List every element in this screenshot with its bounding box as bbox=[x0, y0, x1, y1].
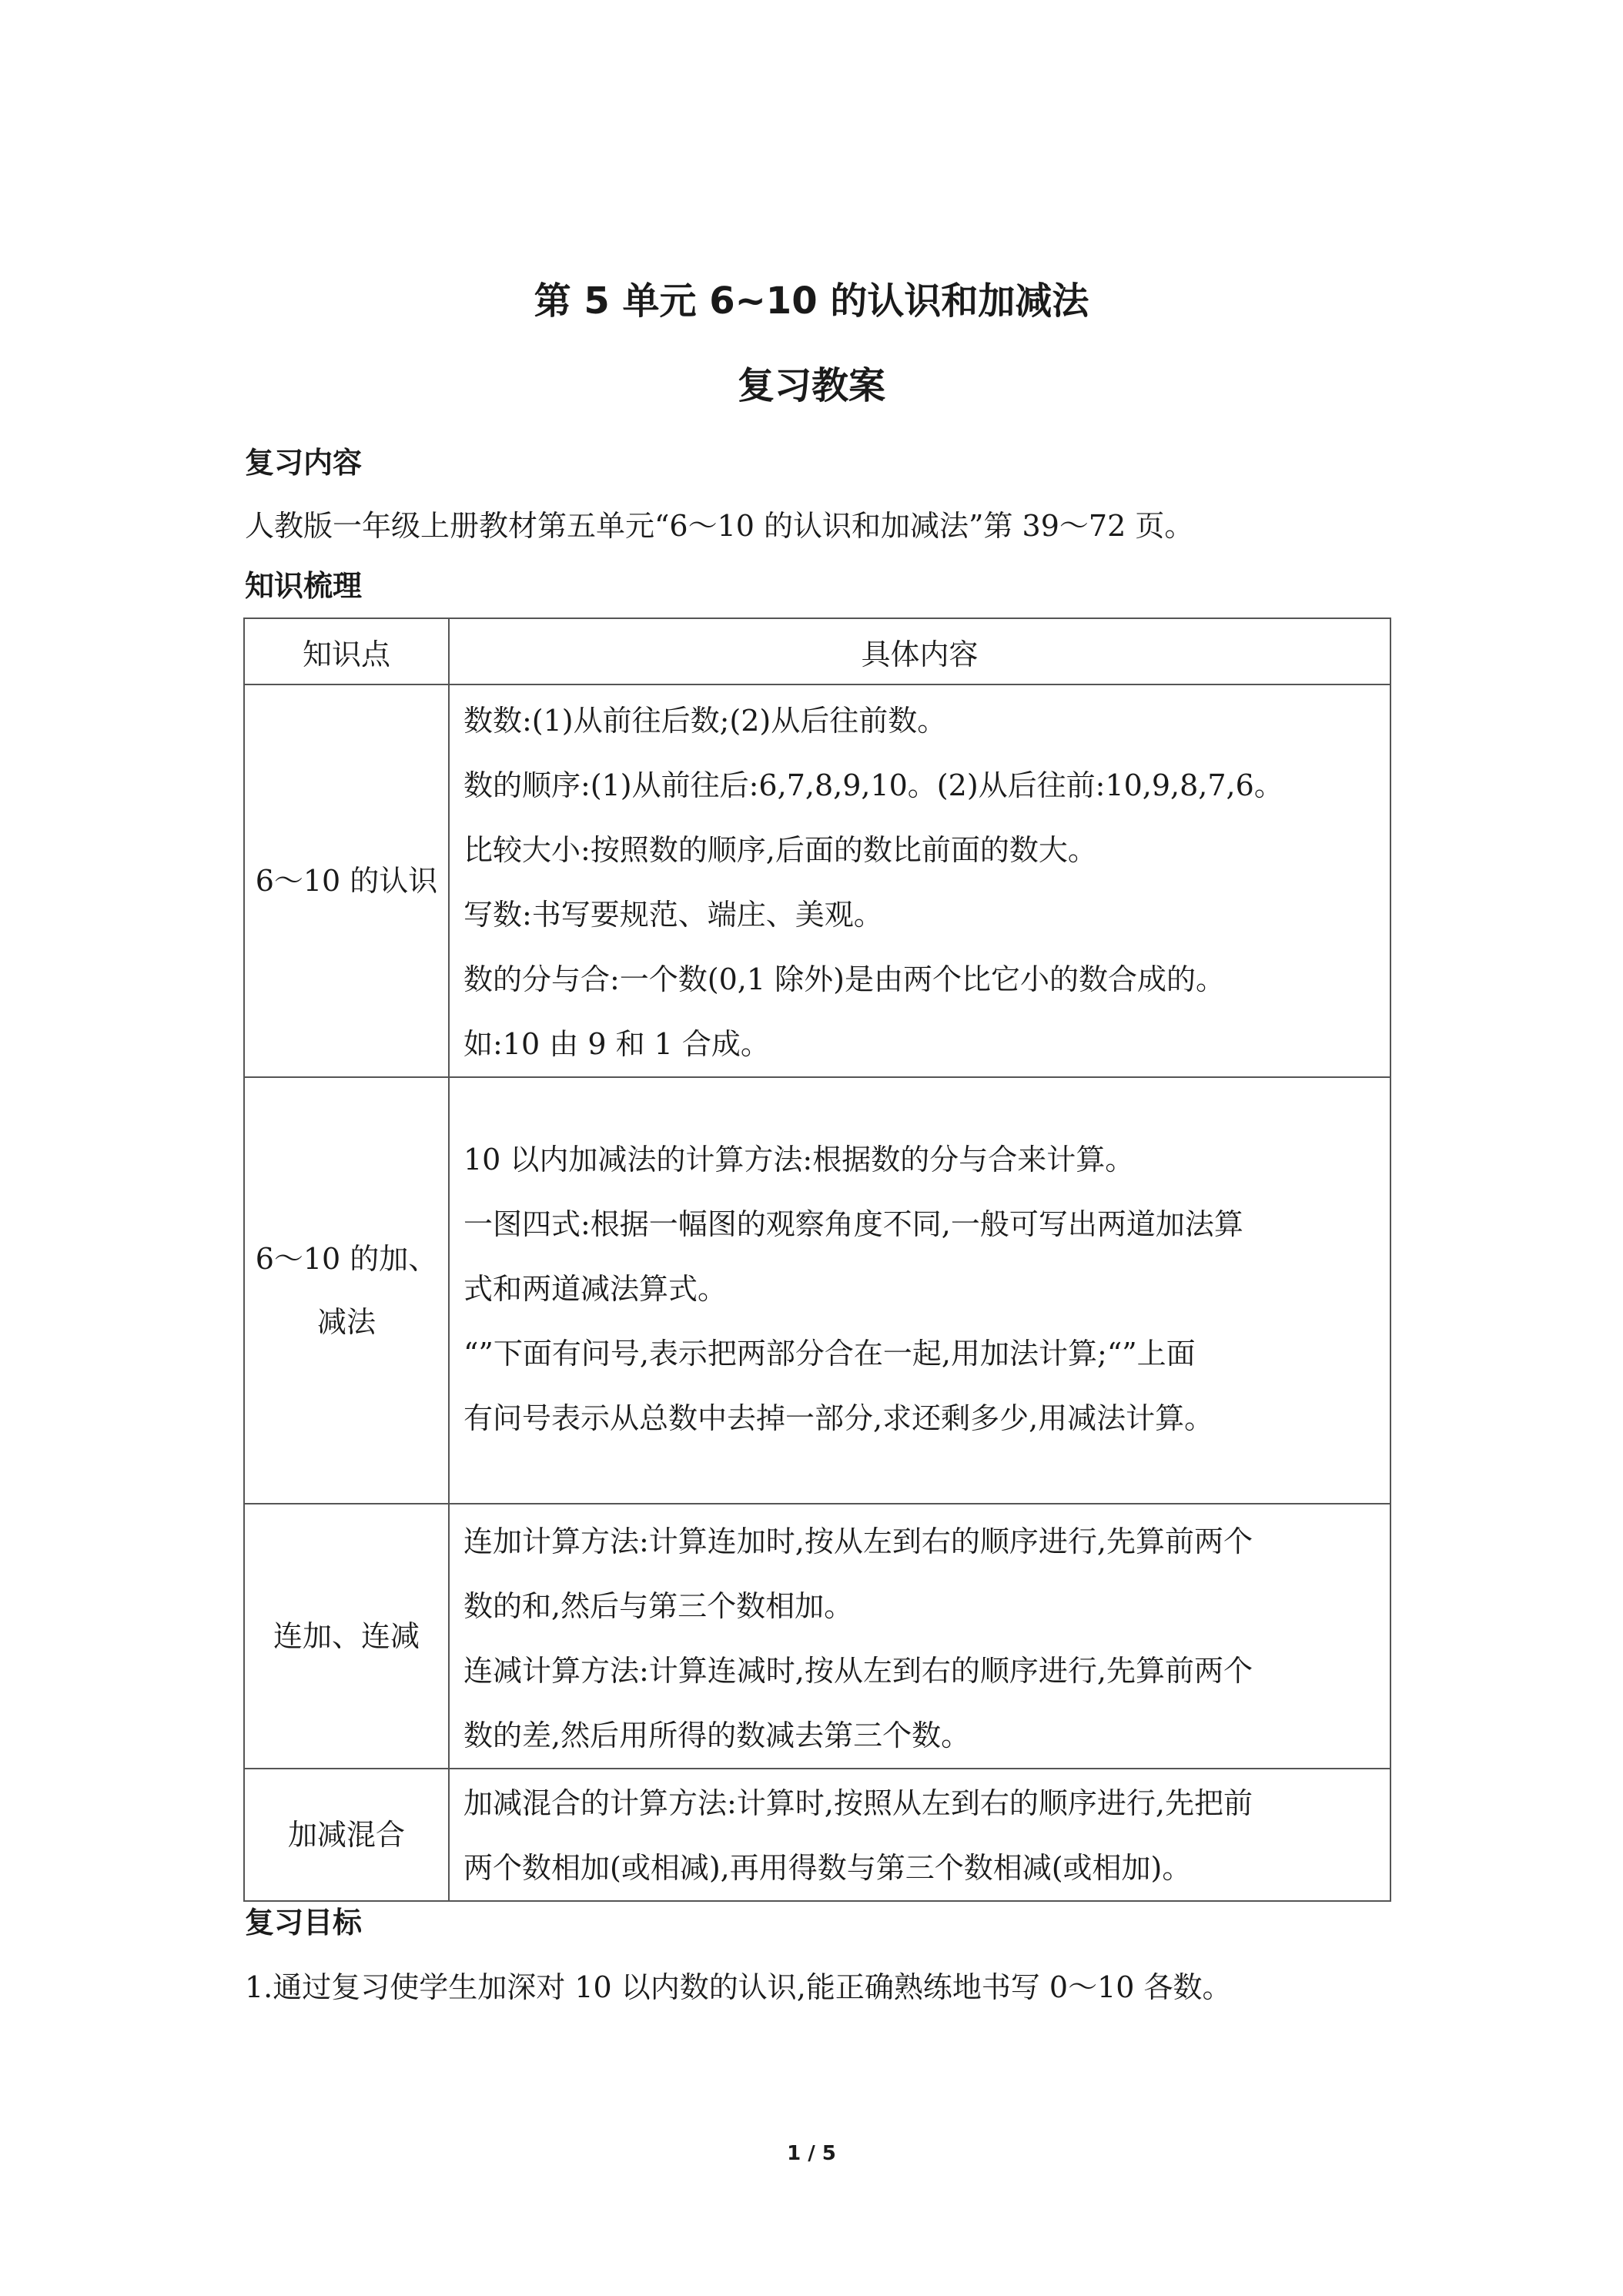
table-row bbox=[244, 1077, 1390, 1504]
content-line: “”下面有问号,表示把两部分合在一起,用加法计算;“”上面 bbox=[463, 1337, 1196, 1371]
section-heading-review-goals: 复习目标 bbox=[245, 1906, 363, 1940]
table-cell-topic: 6～10 的认识 bbox=[244, 684, 449, 1077]
topic-line: 6～10 的加、 bbox=[255, 1242, 438, 1276]
section-heading-review-content: 复习内容 bbox=[245, 446, 363, 480]
review-goal-item: 1.通过复习使学生加深对 10 以内数的认识,能正确熟练地书写 0～10 各数。 bbox=[245, 1970, 1232, 2004]
topic-line: 减法 bbox=[316, 1305, 376, 1339]
content-line: 数的顺序:(1)从前往后:6,7,8,9,10。(2)从后往前:10,9,8,7,6。 bbox=[463, 768, 1283, 802]
table-row bbox=[244, 684, 1390, 1077]
section-heading-knowledge: 知识梳理 bbox=[245, 569, 363, 603]
table-cell-topic: 连加、连减 bbox=[244, 1504, 449, 1769]
content-line: 加减混合的计算方法:计算时,按照从左到右的顺序进行,先把前 bbox=[463, 1786, 1253, 1820]
content-line: 10 以内加减法的计算方法:根据数的分与合来计算。 bbox=[463, 1143, 1135, 1176]
content-line: 有问号表示从总数中去掉一部分,求还剩多少,用减法计算。 bbox=[463, 1401, 1214, 1435]
review-content-text: 人教版一年级上册教材第五单元“6～10 的认识和加减法”第 39～72 页。 bbox=[245, 509, 1194, 543]
content-line: 式和两道减法算式。 bbox=[463, 1272, 728, 1306]
content-line: 数的分与合:一个数(0,1 除外)是由两个比它小的数合成的。 bbox=[463, 962, 1225, 996]
content-line: 如:10 由 9 和 1 合成。 bbox=[463, 1027, 770, 1061]
content-line: 比较大小:按照数的顺序,后面的数比前面的数大。 bbox=[463, 833, 1097, 867]
content-line: 一图四式:根据一幅图的观察角度不同,一般可写出两道加法算 bbox=[463, 1207, 1243, 1241]
table-row bbox=[244, 1769, 1390, 1901]
table-cell-topic bbox=[244, 1077, 449, 1504]
knowledge-table bbox=[243, 618, 1391, 1902]
content-line: 写数:书写要规范、端庄、美观。 bbox=[463, 898, 883, 932]
content-line: 数的和,然后与第三个数相加。 bbox=[463, 1589, 854, 1623]
table-cell-topic: 加减混合 bbox=[244, 1769, 449, 1901]
table-cell-content bbox=[449, 1504, 1390, 1769]
table-header-topic: 知识点 bbox=[244, 618, 449, 684]
document-subtitle: 复习教案 bbox=[737, 364, 885, 407]
content-line: 连加计算方法:计算连加时,按从左到右的顺序进行,先算前两个 bbox=[463, 1525, 1253, 1558]
content-line: 两个数相加(或相减),再用得数与第三个数相减(或相加)。 bbox=[463, 1851, 1192, 1885]
page-number: 1 / 5 bbox=[787, 2142, 836, 2165]
table-header-content: 具体内容 bbox=[449, 618, 1390, 684]
content-line: 数数:(1)从前往后数;(2)从后往前数。 bbox=[463, 704, 947, 738]
table-cell-content bbox=[449, 1077, 1390, 1504]
table-cell-content bbox=[449, 1769, 1390, 1901]
content-line: 连减计算方法:计算连减时,按从左到右的顺序进行,先算前两个 bbox=[463, 1654, 1253, 1688]
table-row bbox=[244, 1504, 1390, 1769]
table-cell-content bbox=[449, 684, 1390, 1077]
table-header-row bbox=[244, 618, 1390, 684]
content-line: 数的差,然后用所得的数减去第三个数。 bbox=[463, 1719, 971, 1752]
document-title: 第 5 单元 6~10 的认识和加减法 bbox=[534, 279, 1089, 323]
